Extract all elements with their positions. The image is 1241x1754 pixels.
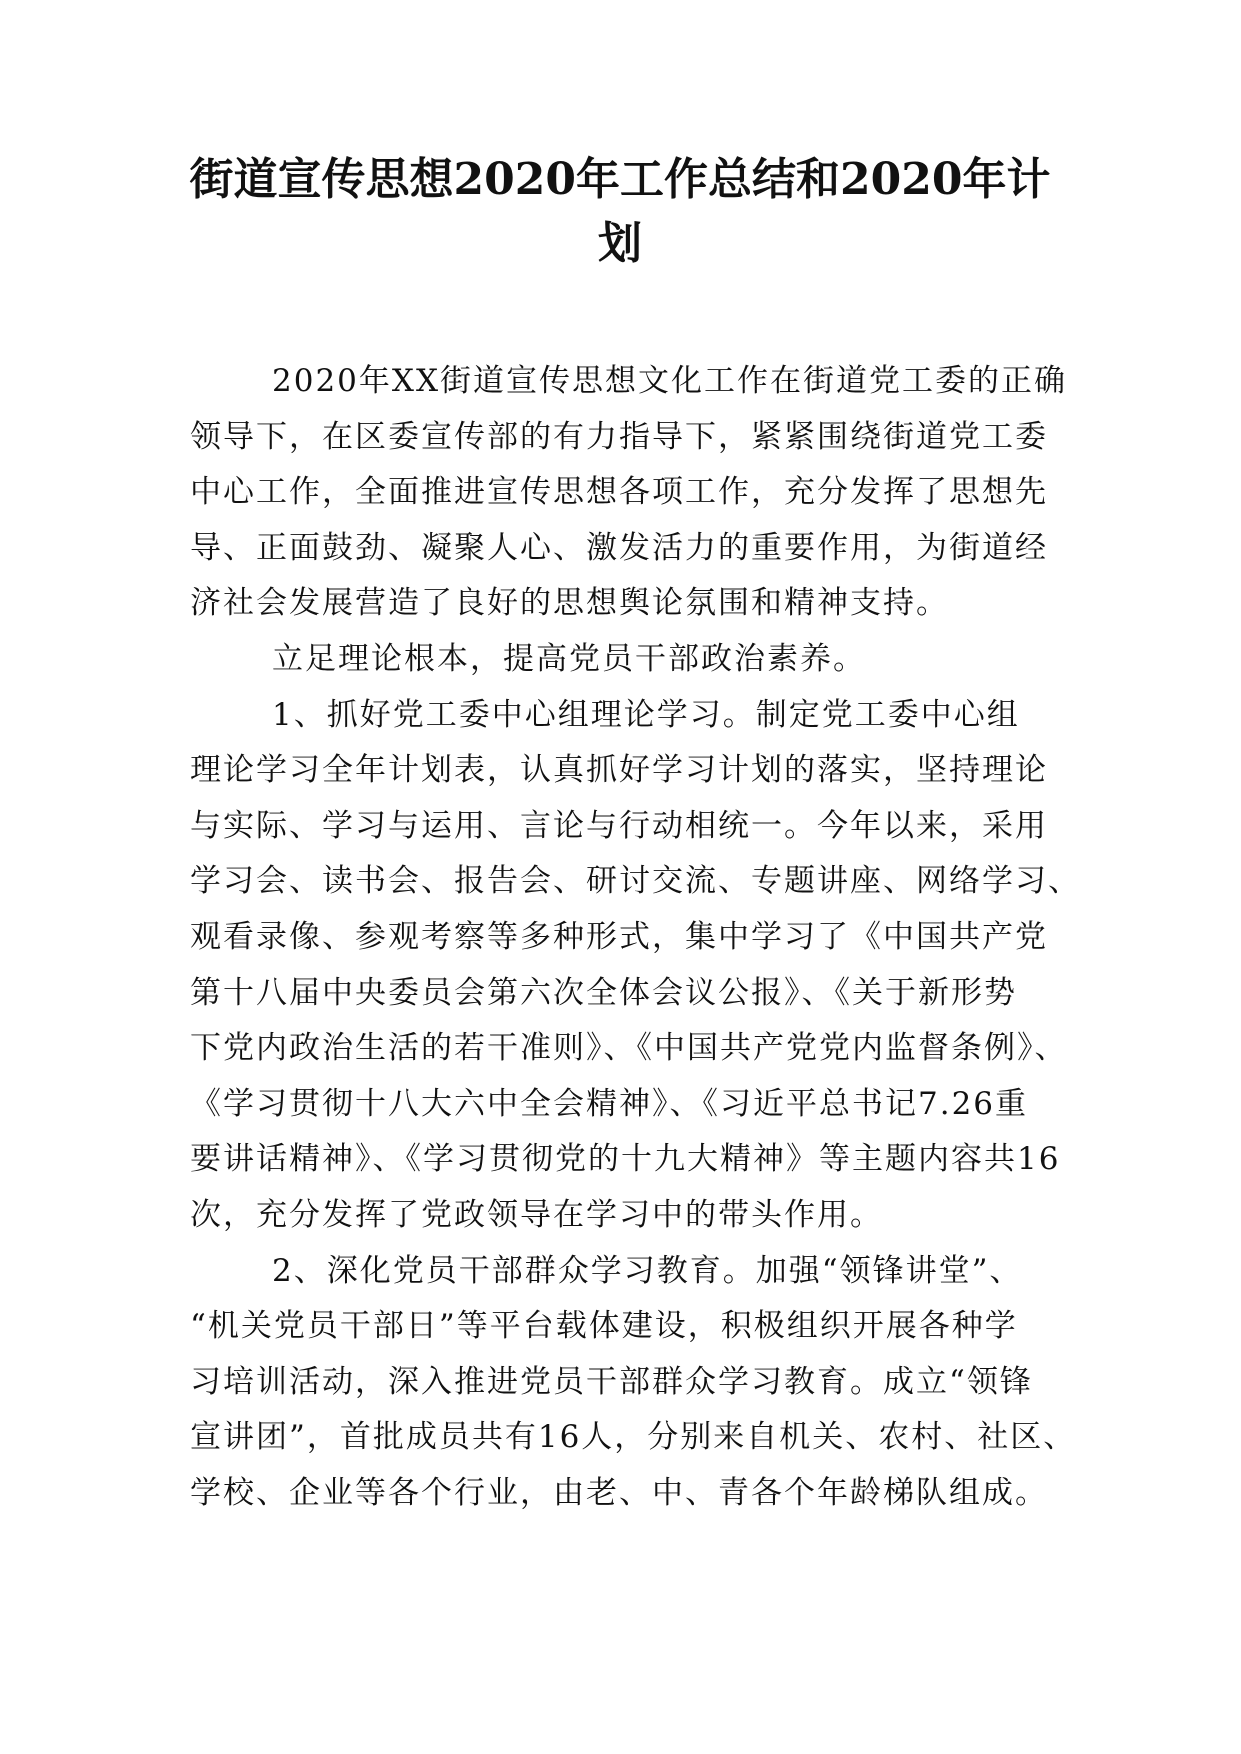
document-title: 街道宣传思想2020年工作总结和2020年计划 xyxy=(189,154,1051,269)
body-line: 与实际、学习与运用、言论与行动相统一。今年以来，采用 xyxy=(190,807,1048,844)
body-line: “机关党员干部日”等平台载体建设，积极组织开展各种学 xyxy=(190,1308,1018,1345)
body-line: 第十八届中央委员会第六次全体会议公报》、《关于新形势 xyxy=(190,974,1017,1011)
body-line: 立足理论根本，提高党员干部政治素养。 xyxy=(272,640,866,677)
body-line: 理论学习全年计划表，认真抓好学习计划的落实，坚持理论 xyxy=(190,752,1048,789)
body-line: 学校、企业等各个行业，由老、中、青各个年龄梯队组成。 xyxy=(190,1474,1048,1511)
body-line: 宣讲团”，首批成员共有16人，分别来自机关、农村、社区、 xyxy=(190,1419,1077,1456)
body-line: 2、深化党员干部群众学习教育。加强“领锋讲堂”、 xyxy=(272,1252,1023,1289)
body-line: 观看录像、参观考察等多种形式，集中学习了《中国共产党 xyxy=(190,918,1048,955)
body-line: 《学习贯彻十八大六中全会精神》、《习近平总书记7.26重 xyxy=(190,1085,1029,1122)
body-line: 中心工作，全面推进宣传思想各项工作，充分发挥了思想先 xyxy=(190,474,1048,511)
body-line: 导、正面鼓劲、凝聚人心、激发活力的重要作用，为街道经 xyxy=(190,529,1048,566)
body-line: 要讲话精神》、《学习贯彻党的十九大精神》等主题内容共16 xyxy=(190,1141,1061,1178)
body-line: 次，充分发挥了党政领导在学习中的带头作用。 xyxy=(190,1196,883,1233)
body-line: 1、抓好党工委中心组理论学习。制定党工委中心组 xyxy=(272,696,1020,733)
body-line: 习培训活动，深入推进党员干部群众学习教育。成立“领锋 xyxy=(190,1363,1033,1400)
body-line: 下党内政治生活的若干准则》、《中国共产党党内监督条例》、 xyxy=(190,1030,1068,1067)
body-line: 济社会发展营造了良好的思想舆论氛围和精神支持。 xyxy=(190,585,949,622)
body-line: 学习会、读书会、报告会、研讨交流、专题讲座、网络学习、 xyxy=(190,863,1081,900)
body-line: 2020年XX街道宣传思想文化工作在街道党工委的正确 xyxy=(272,363,1068,399)
document-body xyxy=(190,354,1081,1521)
body-line: 领导下，在区委宣传部的有力指导下，紧紧围绕街道党工委 xyxy=(190,418,1048,455)
